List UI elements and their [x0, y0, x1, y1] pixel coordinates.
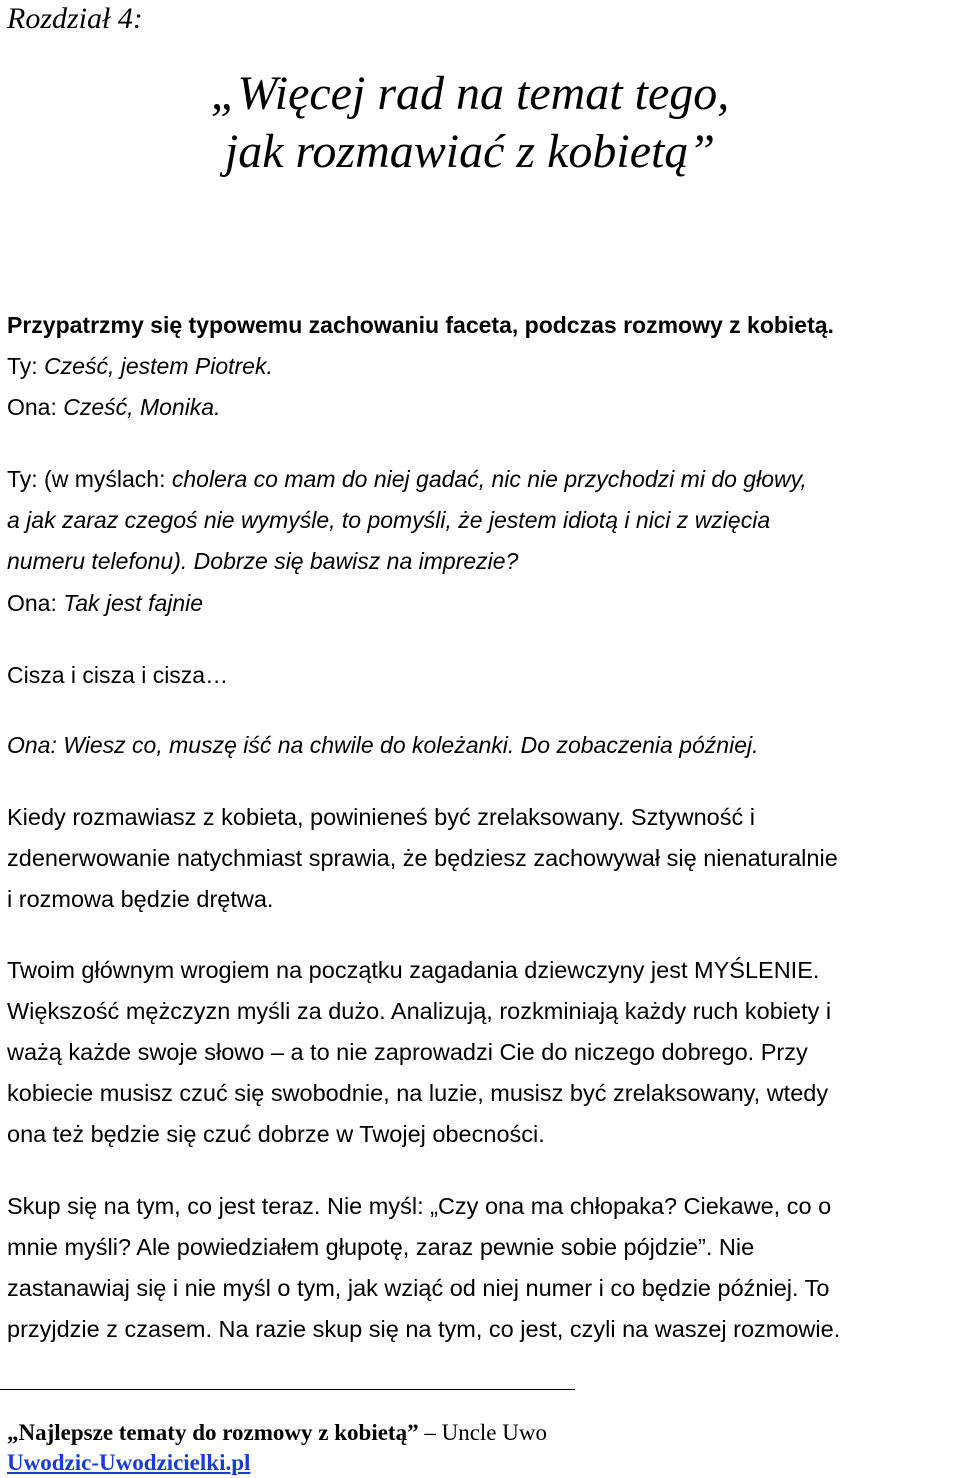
dialog-line [7, 468, 807, 491]
dialog-line: Ona: Wiesz co, muszę iść na chwile do koleżanki. Do zobaczenia później. [7, 732, 759, 758]
paragraph-line: i rozmowa będzie drętwa. [7, 886, 274, 912]
dialog-speaker: Ona: [7, 590, 64, 616]
footer-author: – Uncle Uwo [418, 1420, 547, 1445]
dialog-speaker: Ty: [7, 353, 45, 379]
footer-credit [7, 1421, 547, 1444]
footer-divider [0, 1389, 575, 1390]
chapter-title-line-1: „Więcej rad na temat tego, [210, 67, 730, 120]
footer-book-title: „Najlepsze tematy do rozmowy z kobietą” [7, 1420, 419, 1445]
dialog-text: Cześć, jestem Piotrek. [44, 353, 273, 379]
dialog-text: Tak jest fajnie [63, 590, 204, 616]
dialog-text: cholera co mam do niej gadać, nic nie przychodzi mi do głowy, [171, 466, 807, 492]
paragraph-line: zdenerwowanie natychmiast sprawia, że będziesz zachowywał się nienaturalnie [7, 845, 838, 871]
chapter-title-line-2: jak rozmawiać z kobietą” [224, 125, 716, 178]
paragraph-line: ona też będzie się czuć dobrze w Twojej obecności. [7, 1121, 545, 1147]
dialog-text: Cześć, Monika. [63, 394, 221, 420]
chapter-label: Rozdział 4: [7, 2, 143, 35]
paragraph-line: Twoim głównym wrogiem na początku zagadania dziewczyny jest MYŚLENIE. [7, 957, 820, 983]
dialog-line: numeru telefonu). Dobrze się bawisz na imprezie? [7, 548, 519, 574]
paragraph-line: Skup się na tym, co jest teraz. Nie myśl: „Czy ona ma chłopaka? Ciekawe, co o [7, 1193, 832, 1219]
paragraph-line: ważą każde swoje słowo – a to nie zaprowadzi Cie do niczego dobrego. Przy [7, 1039, 808, 1065]
paragraph-line: mnie myśli? Ale powiedziałem głupotę, zaraz pewnie sobie pójdzie”. Nie [7, 1234, 755, 1260]
dialog-line [7, 592, 203, 615]
dialog-speaker: Ty: (w myślach: [7, 466, 172, 492]
paragraph-line: Kiedy rozmawiasz z kobieta, powinieneś być zrelaksowany. Sztywność i [7, 804, 755, 830]
paragraph-line: przyjdzie z czasem. Na razie skup się na tym, co jest, czyli na waszej rozmowie. [7, 1316, 841, 1342]
dialog-line [7, 355, 273, 378]
dialog-speaker: Ona: [7, 394, 64, 420]
dialog-line: a jak zaraz czegoś nie wymyśle, to pomyśli, że jestem idiotą i nici z wzięcia [7, 507, 771, 533]
silence-line: Cisza i cisza i cisza… [7, 662, 229, 688]
dialog-line [7, 396, 220, 419]
paragraph-line: zastanawiaj się i nie myśl o tym, jak wziąć od niej numer i co będzie później. To [7, 1275, 830, 1301]
paragraph-line: Większość mężczyzn myśli za dużo. Analizują, rozkminiają każdy ruch kobiety i [7, 998, 832, 1024]
paragraph-line: kobiecie musisz czuć się swobodnie, na luzie, musisz być zrelaksowany, wtedy [7, 1080, 829, 1106]
intro-heading: Przypatrzmy się typowemu zachowaniu faceta, podczas rozmowy z kobietą. [7, 312, 834, 338]
footer-website-link[interactable]: Uwodzic-Uwodzicielki.pl [7, 1450, 251, 1475]
